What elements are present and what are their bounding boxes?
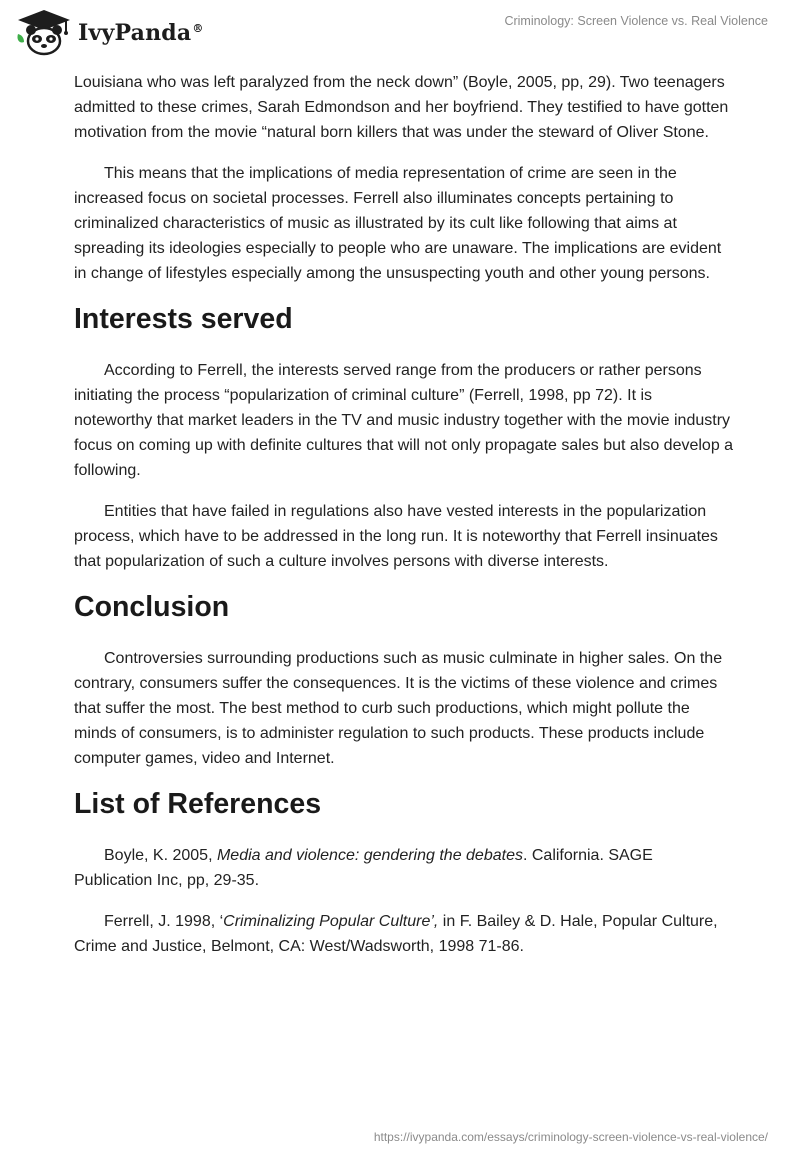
graduation-cap-panda-icon xyxy=(14,8,74,56)
page-header xyxy=(0,0,800,60)
reference-item xyxy=(74,909,734,959)
reference-title: Media and violence: gendering the debates xyxy=(216,847,523,864)
document-title: Criminology: Screen Violence vs. Real Violence xyxy=(504,14,768,28)
registered-mark: ® xyxy=(192,21,204,35)
brand-name xyxy=(78,20,204,46)
reference-publisher: in F. Bailey & D. Hale, Popular Culture, Crime and Justice, Belmont, CA: West/Wadsworth, 1998 71-86. xyxy=(74,913,718,955)
source-url[interactable]: https://ivypanda.com/essays/criminology-screen-violence-vs-real-violence/ xyxy=(373,1130,768,1144)
reference-author: Ferrell, J. 1998, ‘ xyxy=(104,913,224,930)
brand-name-text: IvyPanda xyxy=(78,20,192,46)
paragraph-interests-2: Entities that have failed in regulations also have vested interests in the popularization process, which have to be addressed in the long run. It is noteworthy that Ferrell insinuates that popularization of such a culture involves persons with diverse interests. xyxy=(74,503,718,570)
heading-conclusion: Conclusion xyxy=(74,591,230,623)
paragraph-conclusion: Controversies surrounding productions such as music culminate in higher sales. On the contrary, consumers suffer the consequences. It is the victims of these violence and crimes that suffer the most. The best method to curb such productions, which might pollute the minds of consumers, is to administer regulation to such products. These products include computer games, video and Internet. xyxy=(74,650,723,767)
reference-title: Criminalizing Popular Culture’, xyxy=(223,913,439,930)
paragraph-media-representation: This means that the implications of media representation of crime are seen in the increased focus on societal processes. Ferrell also illuminates concepts pertaining to criminalized characteristics of music as illustrated by its cult like following that aims at spreading its ideologies especially to people who are unaware. The implications are evident in change of lifestyles especially among the unsuspecting youth and other young persons. xyxy=(74,165,722,282)
heading-references: List of References xyxy=(74,788,322,820)
heading-interests-served: Interests served xyxy=(74,303,293,335)
paragraph-continued: Louisiana who was left paralyzed from the neck down” (Boyle, 2005, pp, 29). Two teenagers admitted to these crimes, Sarah Edmondson and her boyfriend. They testified to have gotten motivation from the movie “natural born killers that was under the steward of Oliver Stone. xyxy=(74,74,729,141)
essay-content xyxy=(74,70,734,975)
reference-author: Boyle, K. 2005, xyxy=(104,847,217,864)
reference-item xyxy=(74,843,734,893)
reference-publisher: . California. SAGE Publication Inc, pp, 29-35. xyxy=(74,847,653,889)
ivypanda-logo[interactable] xyxy=(14,8,204,56)
paragraph-interests-1: According to Ferrell, the interests served range from the producers or rather persons initiating the process “popularization of criminal culture” (Ferrell, 1998, pp 72). It is noteworthy that market leaders in the TV and music industry together with the movie industry focus on coming up with definite cultures that will not only propagate sales but also develop a following. xyxy=(74,362,734,479)
